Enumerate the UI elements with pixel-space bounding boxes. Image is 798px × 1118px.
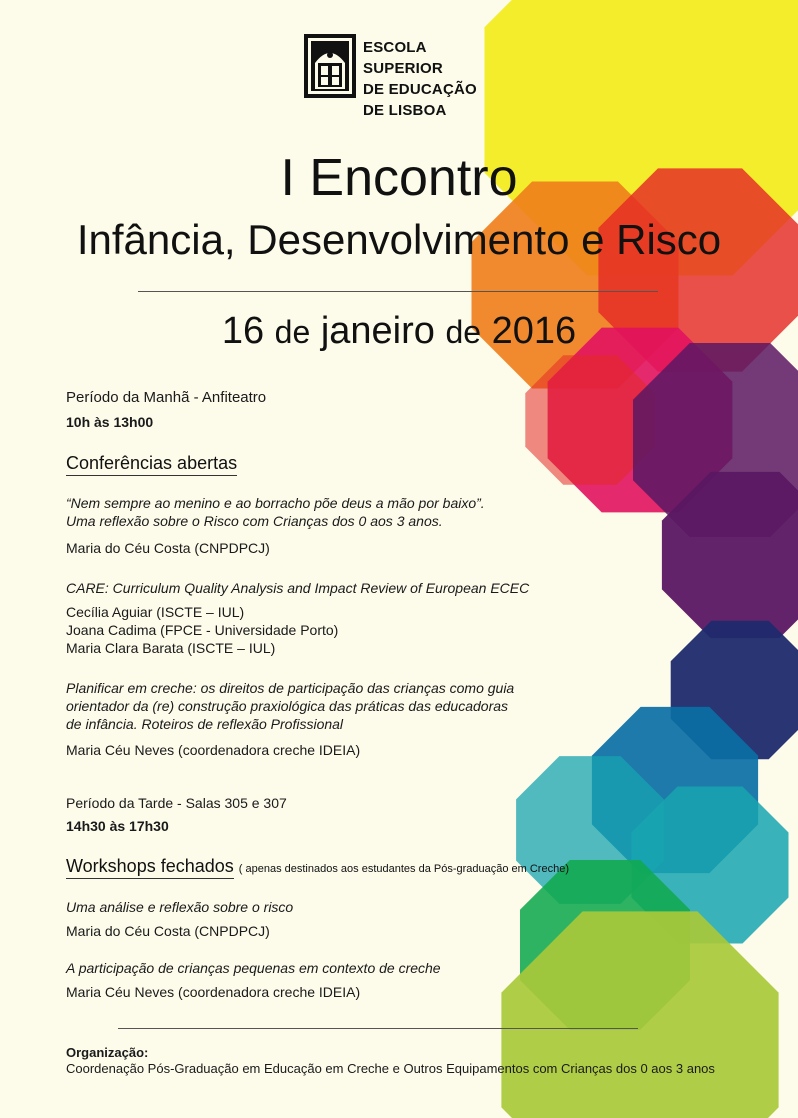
footer-divider — [118, 1028, 638, 1029]
event-title: I Encontro — [280, 149, 518, 207]
talk-2-title: CARE: Curriculum Quality Analysis and Impact Review of European ECEC — [66, 580, 530, 596]
event-subtitle: Infância, Desenvolvimento e Risco — [76, 216, 722, 263]
date-de: de — [445, 314, 482, 350]
date-year: 2016 — [491, 310, 577, 352]
workshop-1-title: Uma análise e reflexão sobre o risco — [66, 899, 294, 915]
workshop-1-speaker: Maria do Céu Costa (CNPDPCJ) — [66, 923, 270, 939]
logo-line-1: ESCOLA SUPERIOR — [363, 39, 443, 77]
talk-title-line: orientador da (re) construção praxiológica das práticas das educadoras — [66, 698, 509, 714]
workshops-heading-text: Workshops fechados — [66, 856, 234, 879]
talk-1-title — [66, 494, 485, 530]
morning-period: Período da Manhã - Anfiteatro — [66, 389, 267, 406]
conferences-heading-text: Conferências abertas — [66, 453, 237, 476]
building-icon — [303, 33, 357, 99]
workshops-note: ( apenas destinados aos estudantes da Pós-graduação em Creche) — [238, 863, 569, 875]
date-month: janeiro — [320, 310, 435, 352]
afternoon-time: 14h30 às 17h30 — [66, 818, 169, 834]
talk-title-line: Planificar em creche: os direitos de participação das crianças como guia — [66, 680, 515, 696]
talk-title-line: Uma reflexão sobre o Risco com Crianças dos 0 aos 3 anos. — [66, 513, 443, 529]
afternoon-period: Período da Tarde - Salas 305 e 307 — [66, 795, 287, 811]
workshops-heading — [66, 854, 569, 878]
event-date — [0, 306, 798, 357]
logo-line-2: DE EDUCAÇÃO — [363, 81, 477, 98]
logo-line-3: DE LISBOA — [363, 102, 447, 119]
school-logo — [303, 33, 503, 119]
organization-text: Coordenação Pós-Graduação em Educação em Creche e Outros Equipamentos com Crianças dos 0 aos 3 anos — [66, 1061, 715, 1076]
talk-2-speakers — [66, 603, 338, 657]
workshop-2-speaker: Maria Céu Neves (coordenadora creche IDEIA) — [66, 984, 361, 1000]
workshop-2-title: A participação de crianças pequenas em contexto de creche — [66, 960, 441, 976]
organization-label: Organização: — [66, 1045, 149, 1060]
talk-1-speaker: Maria do Céu Costa (CNPDPCJ) — [66, 540, 270, 556]
date-day: 16 — [221, 310, 265, 352]
talk-3-speaker: Maria Céu Neves (coordenadora creche IDEIA) — [66, 742, 361, 758]
speaker-line: Cecília Aguiar (ISCTE – IUL) — [66, 604, 245, 620]
talk-title-line: “Nem sempre ao menino e ao borracho põe deus a mão por baixo”. — [66, 495, 485, 511]
morning-time: 10h às 13h00 — [66, 414, 154, 430]
title-divider — [138, 291, 658, 292]
conferences-heading — [66, 451, 237, 475]
speaker-line: Maria Clara Barata (ISCTE – IUL) — [66, 640, 276, 656]
talk-3-title — [66, 679, 514, 733]
date-de: de — [274, 314, 311, 350]
talk-title-line: de infância. Roteiros de reflexão Profissional — [66, 716, 344, 732]
speaker-line: Joana Cadima (FPCE - Universidade Porto) — [66, 622, 339, 638]
